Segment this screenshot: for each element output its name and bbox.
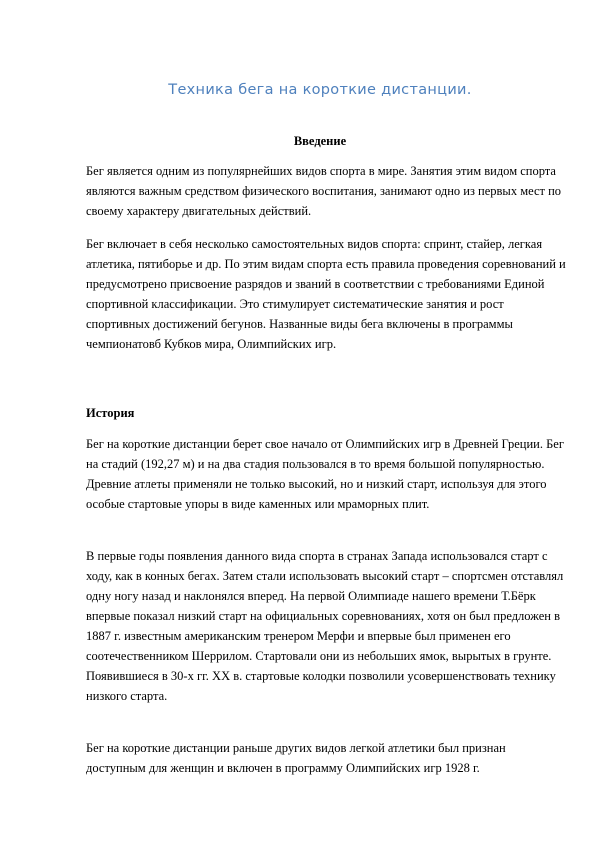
history-heading: История [86,406,135,420]
intro-heading: Введение [293,134,347,148]
history-paragraph-3: Бег на короткие дистанции раньше других видов легкой атлетики был признан доступным для женщин и включен в программу Олимпийских игр 1928 г. [86,741,506,775]
intro-paragraph-2: Бег включает в себя несколько самостоятельных видов спорта: спринт, стайер, легкая атлетика, пятиборье и др. По этим видам спорта есть правила проведения соревнований и предусмотрено присвоение разрядов и званий в соответствии с требованиями Единой спортивной классификации. Это стимулирует систематические занятия и рост спортивных достижений бегунов. Названные виды бега включены в программы чемпионатовб Кубков мира, Олимпийских игр. [86,237,566,351]
history-paragraph-2: В первые годы появления данного вида спорта в странах Запада использовался старт с ходу, как в конных бегах. Затем стали использовать высокий старт – спортсмен отставлял одну ногу назад и наклонялся вперед. На первой Олимпиаде нашего времени Т.Бёрк впервые показал низкий старт на официальных соревнованиях, хотя он был предложен в 1887 г. известным американским тренером Мерфи и впервые был применен его соотечественником Шеррилом. Стартовали они из небольших ямок, вырытых в грунте. Появившиеся в 30-х гг. XX в. стартовые колодки позволили усовершенствовать технику низкого старта. [86,549,564,703]
document-title: Техника бега на короткие дистанции. [168,82,472,98]
intro-paragraph-1: Бег является одним из популярнейших видов спорта в мире. Занятия этим видом спорта являются важным средством физического воспитания, занимают одно из первых мест по своему характеру двигательных действий. [86,164,562,218]
history-paragraph-1: Бег на короткие дистанции берет свое начало от Олимпийских игр в Древней Греции. Бег на стадий (192,27 м) и на два стадия пользовался в то время большой популярностью. Древние атлеты применяли не только высокий, но и низкий старт, используя для этого особые стартовые упоры в виде каменных или мраморных плит. [86,437,564,511]
